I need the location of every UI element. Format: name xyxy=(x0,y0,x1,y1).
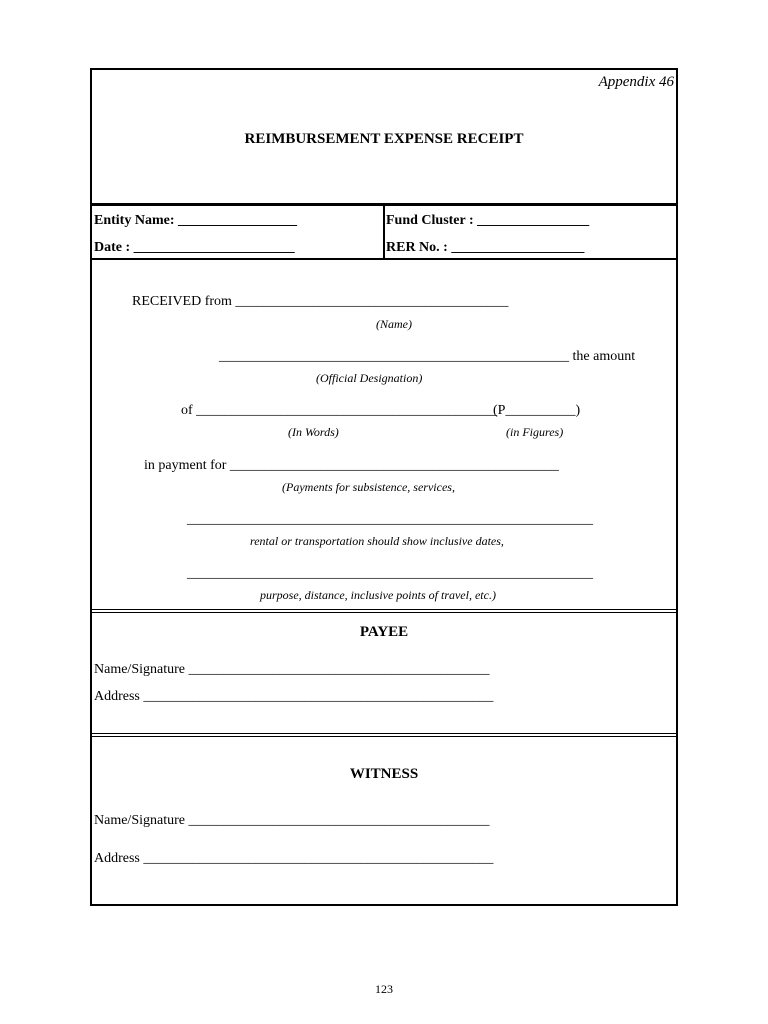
appendix-label: Appendix 46 xyxy=(598,74,674,90)
info-divider xyxy=(90,258,678,260)
rer-no-field[interactable]: RER No. : ___________________ xyxy=(386,240,585,255)
payment-caption-3: purpose, distance, inclusive points of travel, etc.) xyxy=(260,588,496,602)
witness-divider-bottom xyxy=(90,736,678,737)
witness-address-field[interactable]: Address __________________________________________________ xyxy=(94,851,494,866)
words-caption: (In Words) xyxy=(288,425,339,439)
entity-name-field[interactable]: Entity Name: _________________ xyxy=(94,213,297,228)
payment-blank-line-2[interactable]: __________________________________________________________ xyxy=(187,566,593,581)
form-title: REIMBURSEMENT EXPENSE RECEIPT xyxy=(244,131,524,147)
payee-address-field[interactable]: Address __________________________________________________ xyxy=(94,689,494,704)
designation-field[interactable]: __________________________________________________ the amount xyxy=(219,349,636,364)
payment-for-field[interactable]: in payment for _______________________________________________ xyxy=(144,458,559,473)
fund-cluster-field[interactable]: Fund Cluster : ________________ xyxy=(386,213,590,228)
payee-divider-bottom xyxy=(90,612,678,613)
date-field[interactable]: Date : _______________________ xyxy=(94,240,295,255)
name-caption: (Name) xyxy=(376,317,412,331)
payee-divider-top xyxy=(90,609,678,610)
designation-caption: (Official Designation) xyxy=(316,371,423,385)
page-number: 123 xyxy=(375,982,393,996)
payment-caption-1: (Payments for subsistence, services, xyxy=(282,480,455,494)
received-from-field[interactable]: RECEIVED from _______________________________________ xyxy=(132,294,509,309)
figures-caption: (in Figures) xyxy=(506,425,564,439)
witness-name-signature-field[interactable]: Name/Signature ___________________________________________ xyxy=(94,813,490,828)
payee-heading: PAYEE xyxy=(359,624,409,640)
witness-divider-top xyxy=(90,733,678,734)
payment-blank-line-1[interactable]: __________________________________________________________ xyxy=(187,512,593,527)
info-column-divider xyxy=(383,206,385,260)
payment-caption-2: rental or transportation should show inclusive dates, xyxy=(250,534,504,548)
amount-words-field[interactable]: of ___________________________________________ xyxy=(181,403,498,418)
amount-figures-field[interactable]: (P__________) xyxy=(493,403,581,418)
payee-name-signature-field[interactable]: Name/Signature ___________________________________________ xyxy=(94,662,490,677)
witness-heading: WITNESS xyxy=(349,766,419,782)
